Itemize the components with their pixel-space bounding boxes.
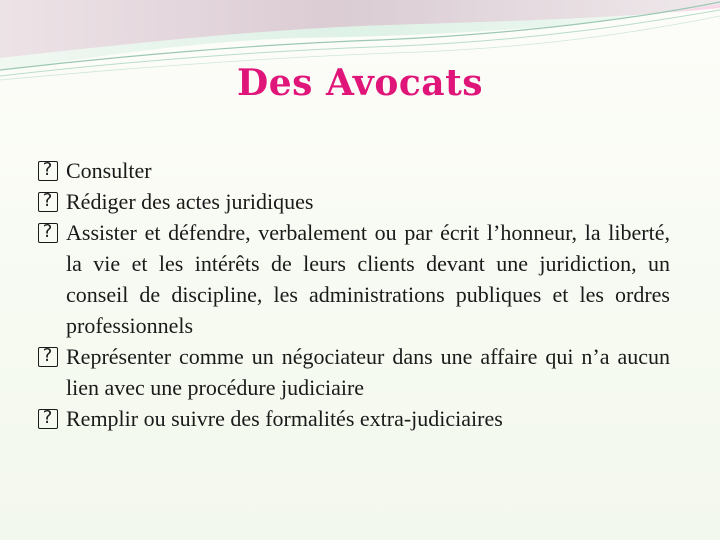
list-item xyxy=(38,403,670,434)
missing-glyph-box-icon xyxy=(38,409,58,429)
list-item-text: Consulter xyxy=(66,158,152,183)
list-item xyxy=(38,155,670,186)
list-item-text: Représenter comme un négociateur dans une affaire qui n’a aucun lien avec une procédure judiciaire xyxy=(66,344,670,400)
missing-glyph-box-icon xyxy=(38,161,58,181)
list-item-text: Remplir ou suivre des formalités extra-judiciaires xyxy=(66,406,503,431)
list-item xyxy=(38,186,670,217)
bullet-list xyxy=(38,155,670,434)
missing-glyph-box-icon xyxy=(38,223,58,243)
list-item xyxy=(38,217,670,341)
list-item-text: Rédiger des actes juridiques xyxy=(66,189,314,214)
list-item xyxy=(38,341,670,403)
missing-glyph-box-icon xyxy=(38,347,58,367)
list-item-text: Assister et défendre, verbalement ou par écrit l’honneur, la liberté, la vie et les intérêts de leurs clients devant une juridiction, un conseil de discipline, les administrations publiques et les ordres professionnels xyxy=(66,220,670,338)
missing-glyph-box-icon xyxy=(38,192,58,212)
slide-title: Des Avocats xyxy=(237,62,483,104)
